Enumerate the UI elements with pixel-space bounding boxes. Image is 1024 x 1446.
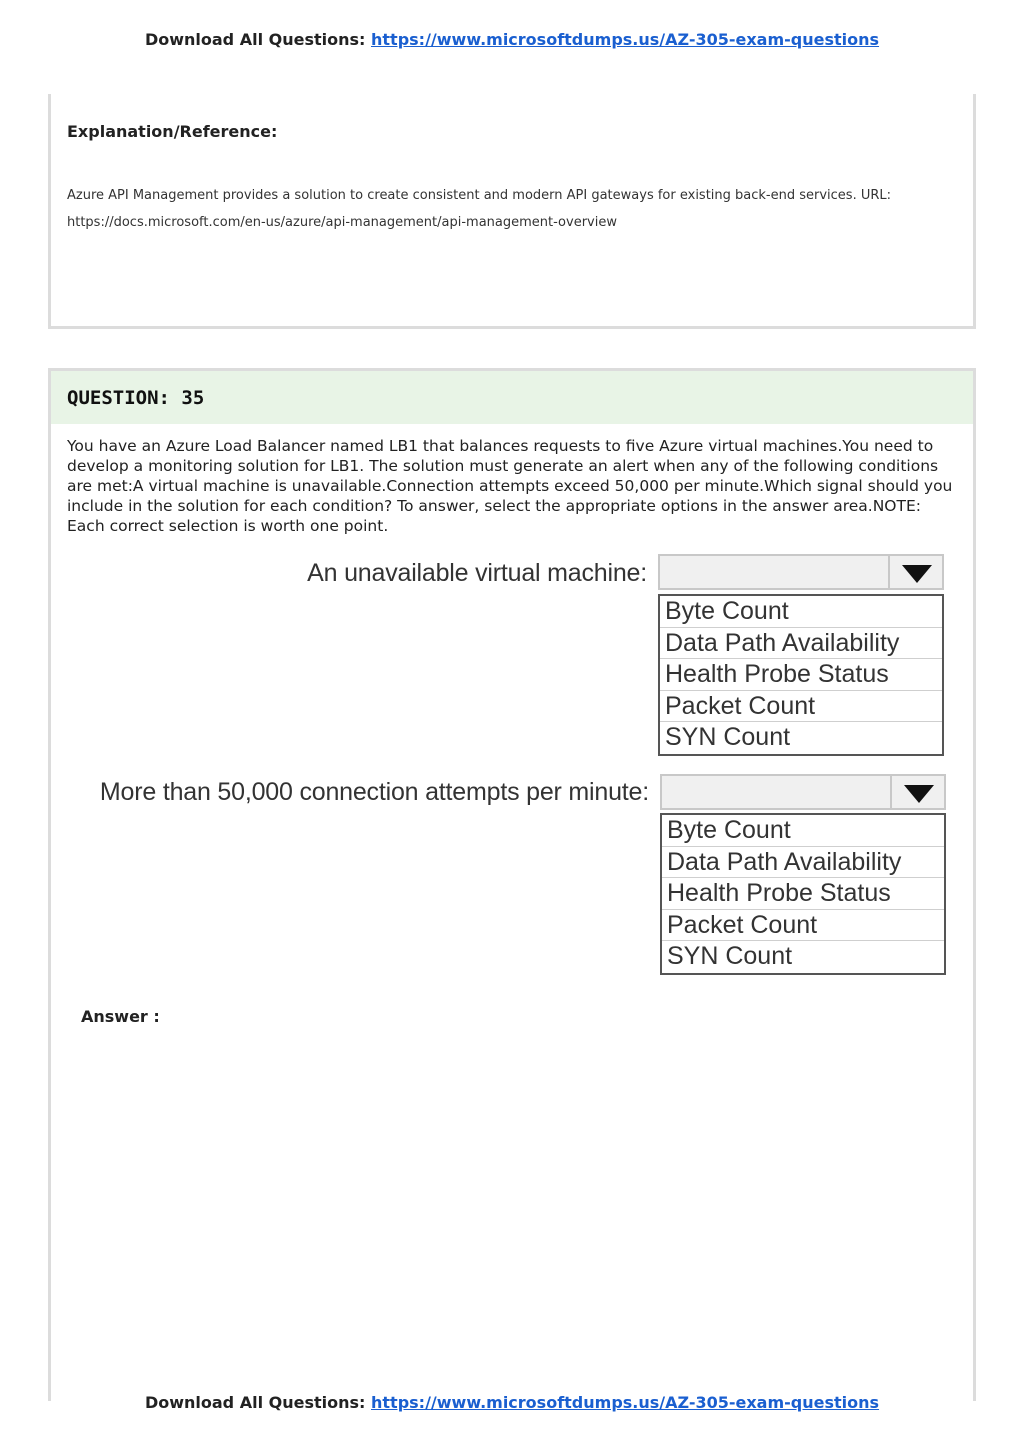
option-packet-count[interactable]: Packet Count: [662, 910, 944, 942]
question-panel: [48, 368, 976, 1401]
signal-options-2: [660, 813, 946, 975]
explanation-heading: Explanation/Reference:: [67, 122, 278, 141]
explanation-reference-url: https://docs.microsoft.com/en-us/azure/api-management/api-management-overview: [67, 215, 617, 230]
option-syn-count[interactable]: SYN Count: [665, 723, 791, 752]
option-data-path-availability[interactable]: Data Path Availability: [660, 628, 942, 660]
question-title: QUESTION: 35: [67, 387, 205, 409]
question-body: You have an Azure Load Balancer named LB1 that balances requests to five Azure virtual machines.You need to develop a monitoring solution for LB1. The solution must generate an alert when any of the following conditions are met:A virtual machine is unavailable.Connection attempts exceed 50,000 per minute.Which signal should you include in the solution for each condition? To answer, select the appropriate options in the answer area.NOTE: Each correct selection is worth one point.: [67, 437, 953, 535]
dropdown-button-1[interactable]: [888, 556, 942, 588]
signal-options-1: [658, 594, 944, 756]
download-label: Download All Questions:: [144, 1393, 366, 1412]
signal-dropdown-1[interactable]: [658, 554, 944, 590]
option-byte-count[interactable]: Byte Count: [660, 596, 942, 628]
download-footer: [0, 1393, 1024, 1412]
dropdown-button-2[interactable]: [890, 776, 944, 808]
explanation-panel: [48, 94, 976, 329]
option-packet-count[interactable]: Packet Count: [660, 691, 942, 723]
chevron-down-icon: [902, 565, 932, 583]
option-syn-count[interactable]: SYN Count: [667, 942, 793, 971]
option-health-probe-status[interactable]: Health Probe Status: [662, 878, 944, 910]
option-data-path-availability[interactable]: Data Path Availability: [662, 847, 944, 879]
answer-label: Answer :: [81, 1007, 160, 1026]
signal-dropdown-2[interactable]: [660, 774, 946, 810]
download-header: [0, 30, 1024, 49]
chevron-down-icon: [904, 785, 934, 803]
explanation-line-1: Azure API Management provides a solution to create consistent and modern API gateways for existing back-end services. URL:: [67, 188, 892, 203]
answer-area-label-2: More than 50,000 connection attempts per minute:: [99, 778, 649, 806]
download-link[interactable]: https://www.microsoftdumps.us/AZ-305-exam-questions: [371, 30, 880, 49]
answer-area-label-1: An unavailable virtual machine:: [307, 559, 647, 587]
download-link[interactable]: https://www.microsoftdumps.us/AZ-305-exam-questions: [371, 1393, 880, 1412]
option-health-probe-status[interactable]: Health Probe Status: [660, 659, 942, 691]
explanation-text: [67, 182, 947, 236]
question-header: [51, 371, 973, 424]
option-byte-count[interactable]: Byte Count: [662, 815, 944, 847]
download-label: Download All Questions:: [144, 30, 366, 49]
